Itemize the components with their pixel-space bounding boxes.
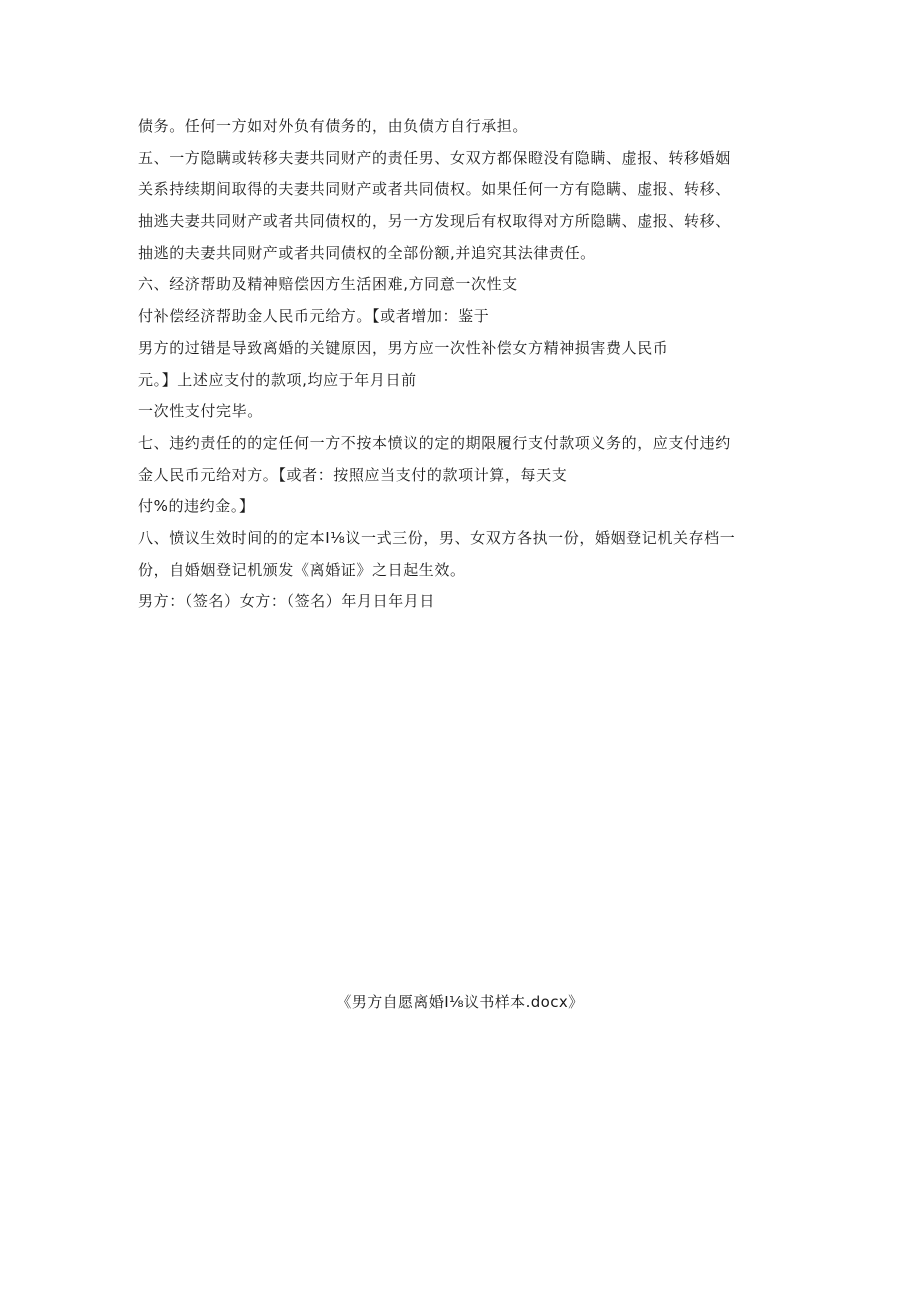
text-line: 付%的违约金。】 [138, 497, 255, 516]
text-line: 关系持续期间取得的夫妻共同财产或者共同债权。如果任何一方有隐瞒、虚报、转移、 [138, 180, 731, 199]
document-footer-title: 《男方自愿离婚I⅛议书样本.docx》 [336, 993, 584, 1011]
text-line: 抽逃的夫妻共同财产或者共同债权的全部份额,并追究其法律责任。 [138, 243, 596, 262]
text-line: 抽逃夫妻共同财产或者共同债权的，另一方发现后有权取得对方所隐瞒、虚报、转移、 [138, 212, 731, 231]
text-line: 金人民币元给对方。【或者：按照应当支付的款项计算，每天支 [138, 465, 568, 484]
text-line: 八、愤议生效时间的的定本I⅛议一式三份，男、女双方各执一份，婚姻登记机关存档一 [138, 528, 736, 547]
document-body [138, 114, 800, 621]
text-line: 一次性支付完毕。 [138, 402, 263, 421]
text-line: 七、违约责任的的定任何一方不按本愤议的定的期限履行支付款项义务的，应支付违约 [138, 433, 731, 452]
text-line: 五、一方隐瞒或转移夫妻共同财产的责任男、女双方都保瞪没有隐瞒、虚报、转移婚姻 [138, 148, 731, 167]
text-line: 元。】上述应支付的款项,均应于年月日前 [138, 370, 417, 389]
text-line: 六、经济帮助及精神赔偿因方生活困难,方同意一次性支 [138, 275, 518, 294]
signature-line: 男方：（签名）女方：（签名）年月日年月日 [138, 592, 436, 611]
text-line: 付补偿经济帮助金人民币元给方。【或者增加：鉴于 [138, 307, 490, 326]
text-line: 债务。任何一方如对外负有债务的，由负债方自行承担。 [138, 117, 529, 135]
text-line: 男方的过错是导致离婚的关键原因，男方应一次性补偿女方精神损害费人民币 [138, 338, 669, 357]
text-line: 份，自婚姻登记机颁发《离婚证》之日起生效。 [138, 560, 466, 579]
